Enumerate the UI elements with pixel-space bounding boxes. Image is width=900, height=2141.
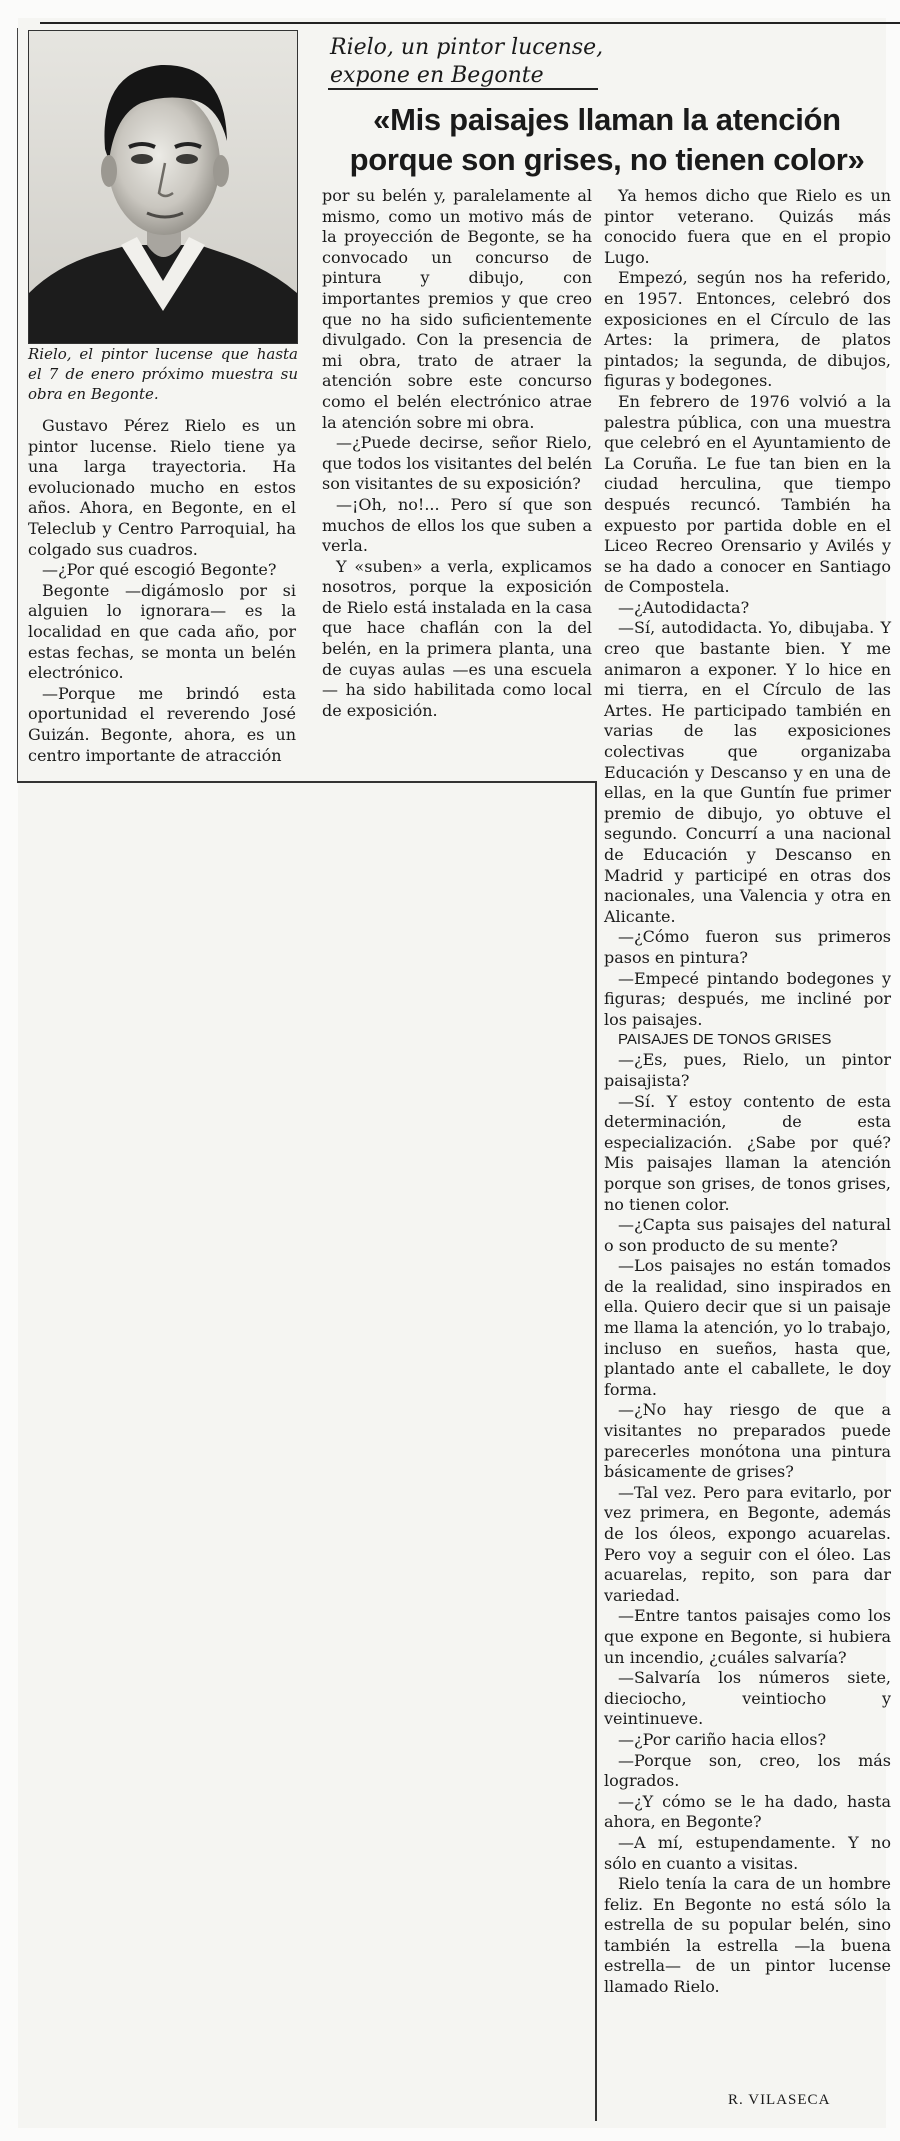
top-rule: [40, 22, 900, 24]
paragraph: —¡Oh, no!... Pero sí que son muchos de ellos los que suben a verla.: [322, 494, 592, 556]
section-subhead: PAISAJES DE TONOS GRISES: [618, 1031, 832, 1049]
kicker-underline: [328, 88, 598, 90]
paragraph: por su belén y, paralelamente al mismo, como un motivo más de la proyección de Begonte, se ha convocado un concurso de pintura y dibujo, con importantes premios y que creo que no ha sido suficientemente divulgado. Con la presencia de mi obra, trato de atraer la atención sobre este concurso como el belén electrónico atrae la atención sobre mi obra.: [322, 186, 592, 432]
paragraph: Empezó, según nos ha referido, en 1957. Entonces, celebró dos exposiciones en el Círculo de las Artes: la primera, de platos pintados; la segunda, de dibujos, figuras y bodegones.: [604, 268, 891, 391]
paragraph: —Empecé pintando bodegones y figuras; después, me incliné por los paisajes.: [604, 968, 891, 1029]
paragraph: —Los paisajes no están tomados de la realidad, sino inspirados en ella. Quiero decir que si un paisaje me llama la atención, yo lo trabajo, incluso en sueños, hasta que, plantado ante el caballete, le doy forma.: [604, 1256, 891, 1399]
paragraph: En febrero de 1976 volvió a la palestra pública, con una muestra que celebró en el Ayuntamiento de La Coruña. Le fue tan bien en la ciudad herculina, que tiempo después recuncó. También ha expuesto por partida doble en el Liceo Recreo Orensario y Avilés y se ha dado a conocer en Santiago de Compostela.: [604, 391, 891, 597]
paragraph: Begonte —digámoslo por si alguien lo ignorara— es la localidad en que cada año, por estas fechas, se monta un belén electrónico.: [28, 580, 296, 683]
portrait-photo: [28, 30, 298, 344]
paragraph: —Entre tantos paisajes como los que expone en Begonte, si hubiera un incendio, ¿cuáles salvaría?: [604, 1606, 891, 1667]
paragraph: —¿Por cariño hacia ellos?: [618, 1729, 827, 1749]
article-column-2: [322, 186, 592, 721]
paragraph: Ya hemos dicho que Rielo es un pintor veterano. Quizás más conocido fuera que en el propio Lugo.: [604, 186, 891, 267]
paragraph: —Porque me brindó esta oportunidad el reverendo José Guizán. Begonte, ahora, es un centro importante de atracción: [28, 683, 296, 765]
article-column-1: [28, 416, 296, 766]
paragraph: —¿Por qué escogió Begonte?: [42, 560, 277, 580]
paragraph: Rielo tenía la cara de un hombre feliz. En Begonte no está sólo la estrella de su popular belén, sino también la estrella —la buena estrella— de un pintor lucense llamado Rielo.: [604, 1874, 891, 1997]
paragraph: —Salvaría los números siete, dieciocho, veintiocho y veintinueve.: [604, 1668, 891, 1729]
paragraph: —Sí. Y estoy contento de esta determinación, de esta especialización. ¿Sabe por qué? Mis paisajes llaman la atención porque son grises, de tonos grises, no tienen color.: [604, 1091, 891, 1214]
article-column-3: [604, 186, 891, 1998]
author-signature: R. VILASECA: [728, 2092, 831, 2108]
paragraph: —¿Cómo fueron sus primeros pasos en pintura?: [604, 927, 891, 967]
paragraph: —A mí, estupendamente. Y no sólo en cuanto a visitas.: [604, 1832, 891, 1873]
paragraph: —Porque son, creo, los más logrados.: [604, 1750, 891, 1791]
paragraph: —Sí, autodidacta. Yo, dibujaba. Y creo que bastante bien. Y me animaron a exponer. Y lo hice en mi tierra, en el Círculo de las Artes. He participado también en varias de las exposiciones colectivas que organizaba Educación y Descanso y en una de ellas, en la que Guntín fue primer premio de dibujo, yo obtuve el segundo. Concurrí a una nacional de Educación y Descanso en Madrid y participé en otras dos nacionales, una Valencia y otra en Alicante.: [604, 618, 891, 926]
paragraph: —Tal vez. Pero para evitarlo, por vez primera, en Begonte, además de los óleos, expongo acuarelas. Pero voy a seguir con el óleo. Las acuarelas, repito, son para dar variedad.: [604, 1482, 891, 1605]
paragraph: —¿Y cómo se le ha dado, hasta ahora, en Begonte?: [604, 1791, 891, 1832]
paragraph: Y «suben» a verla, explicamos nosotros, porque la exposición de Rielo está instalada en la casa que hace chaflán con la del belén, en la primera planta, una de cuyas aulas —es una escuela— ha sido habilitada como local de exposición.: [322, 556, 592, 720]
paragraph: —¿Capta sus paisajes del natural o son producto de su mente?: [604, 1215, 891, 1255]
paragraph: —¿Puede decirse, señor Rielo, que todos los visitantes del belén son visitantes de su exposición?: [322, 433, 592, 494]
paragraph: —¿Autodidacta?: [618, 597, 750, 617]
paragraph: —¿No hay riesgo de que a visitantes no preparados puede parecerles monótona una pintura básicamente de grises?: [604, 1400, 891, 1482]
article-kicker: Rielo, un pintor lucense, expone en Begonte: [330, 35, 604, 88]
photo-caption: Rielo, el pintor lucense que hasta el 7 de enero próximo muestra su obra en Begonte.: [28, 345, 298, 403]
paragraph: —¿Es, pues, Rielo, un pintor paisajista?: [604, 1050, 891, 1090]
clipping-bottom-edge: [17, 781, 595, 783]
clipping-column-edge: [595, 781, 597, 2121]
article-headline: «Mis paisajes llaman la atención porque son grises, no tienen color»: [349, 102, 865, 177]
clipping-left-edge: [17, 28, 18, 781]
paragraph: Gustavo Pérez Rielo es un pintor lucense. Rielo tiene ya una larga trayectoria. Ha evolucionado mucho en estos años. Ahora, en Begonte, en el Teleclub y Centro Parroquial, ha colgado sus cuadros.: [28, 416, 296, 559]
